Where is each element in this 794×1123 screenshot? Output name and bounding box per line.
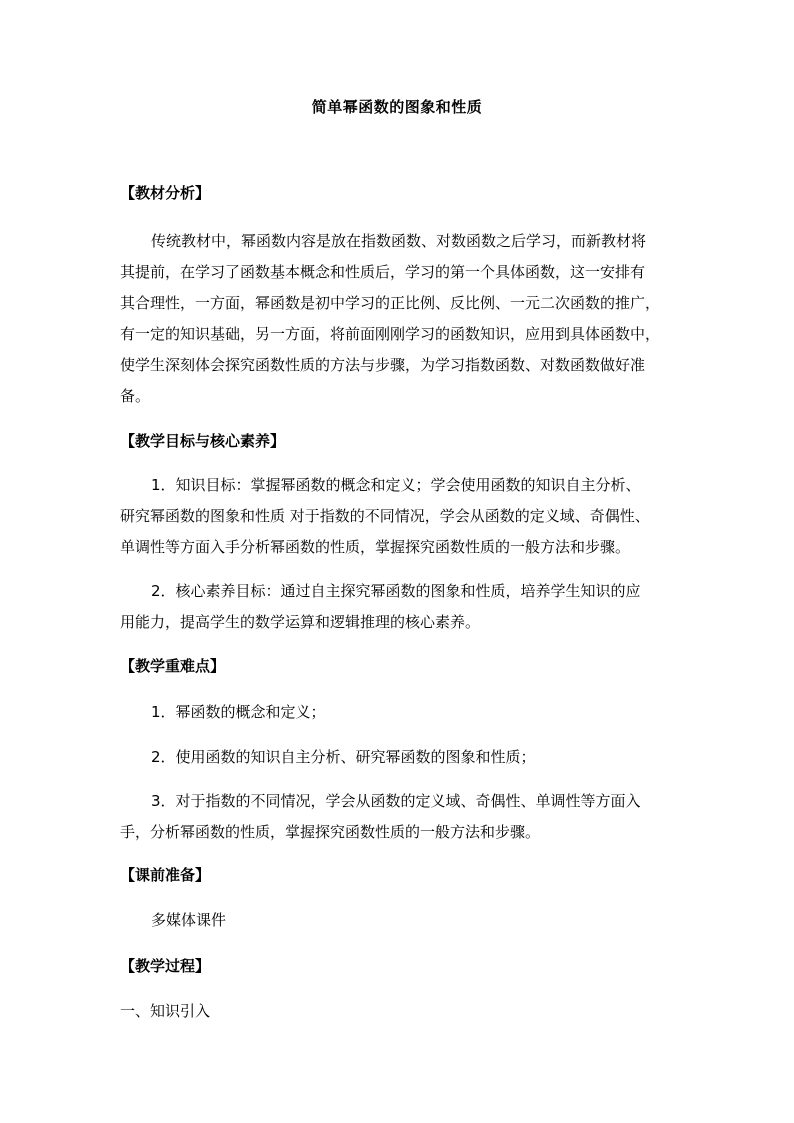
- paragraph-line: 其提前，在学习了函数基本概念和性质后，学习的第一个具体函数，这一安排有: [120, 263, 646, 281]
- paragraph-line: 1．知识目标：掌握幂函数的概念和定义；学会使用函数的知识自主分析、: [151, 476, 641, 494]
- keypoint-item-2: 2．使用函数的知识自主分析、研究幂函数的图象和性质；: [151, 748, 536, 766]
- section-heading-process: 【教学过程】: [120, 957, 211, 975]
- section-heading-preparation: 【课前准备】: [120, 866, 211, 884]
- paragraph-line: 2．核心素养目标：通过自主探究幂函数的图象和性质，培养学生知识的应: [151, 582, 641, 600]
- paragraph-line: 用能力，提高学生的数学运算和逻辑推理的核心素养。: [120, 613, 481, 631]
- paragraph-line: 传统教材中，幂函数内容是放在指数函数、对数函数之后学习，而新教材将: [151, 232, 647, 250]
- keypoint-item-1: 1．幂函数的概念和定义；: [151, 703, 326, 721]
- section-heading-goals: 【教学目标与核心素养】: [120, 432, 286, 450]
- analysis-paragraph: [120, 226, 686, 412]
- keypoint-item-3: [120, 786, 686, 848]
- paragraph-line: 备。: [120, 387, 151, 405]
- paragraph-line: 有一定的知识基础，另一方面，将前面刚刚学习的函数知识，应用到具体函数中，: [120, 325, 661, 343]
- paragraph-line: 单调性等方面入手分析幂函数的性质，掌握探究函数性质的一般方法和步骤。: [120, 538, 631, 556]
- preparation-content: 多媒体课件: [151, 911, 227, 929]
- section-heading-analysis: 【教材分析】: [120, 184, 211, 202]
- paragraph-line: 其合理性，一方面，幂函数是初中学习的正比例、反比例、一元二次函数的推广，: [120, 294, 661, 312]
- process-subheading: 一、知识引入: [120, 1002, 211, 1020]
- goals-item-1: [120, 470, 686, 563]
- goals-item-2: [120, 576, 686, 638]
- paragraph-line: 3．对于指数的不同情况，学会从函数的定义域、奇偶性、单调性等方面入: [151, 792, 641, 810]
- section-heading-keypoints: 【教学重难点】: [120, 657, 226, 675]
- document-title: 简单幂函数的图象和性质: [311, 98, 483, 116]
- paragraph-line: 研究幂函数的图象和性质 对于指数的不同情况，学会从函数的定义域、奇偶性、: [120, 507, 650, 525]
- paragraph-line: 使学生深刻体会探究函数性质的方法与步骤，为学习指数函数、对数函数做好准: [120, 356, 646, 374]
- paragraph-line: 手，分析幂函数的性质，掌握探究函数性质的一般方法和步骤。: [120, 823, 541, 841]
